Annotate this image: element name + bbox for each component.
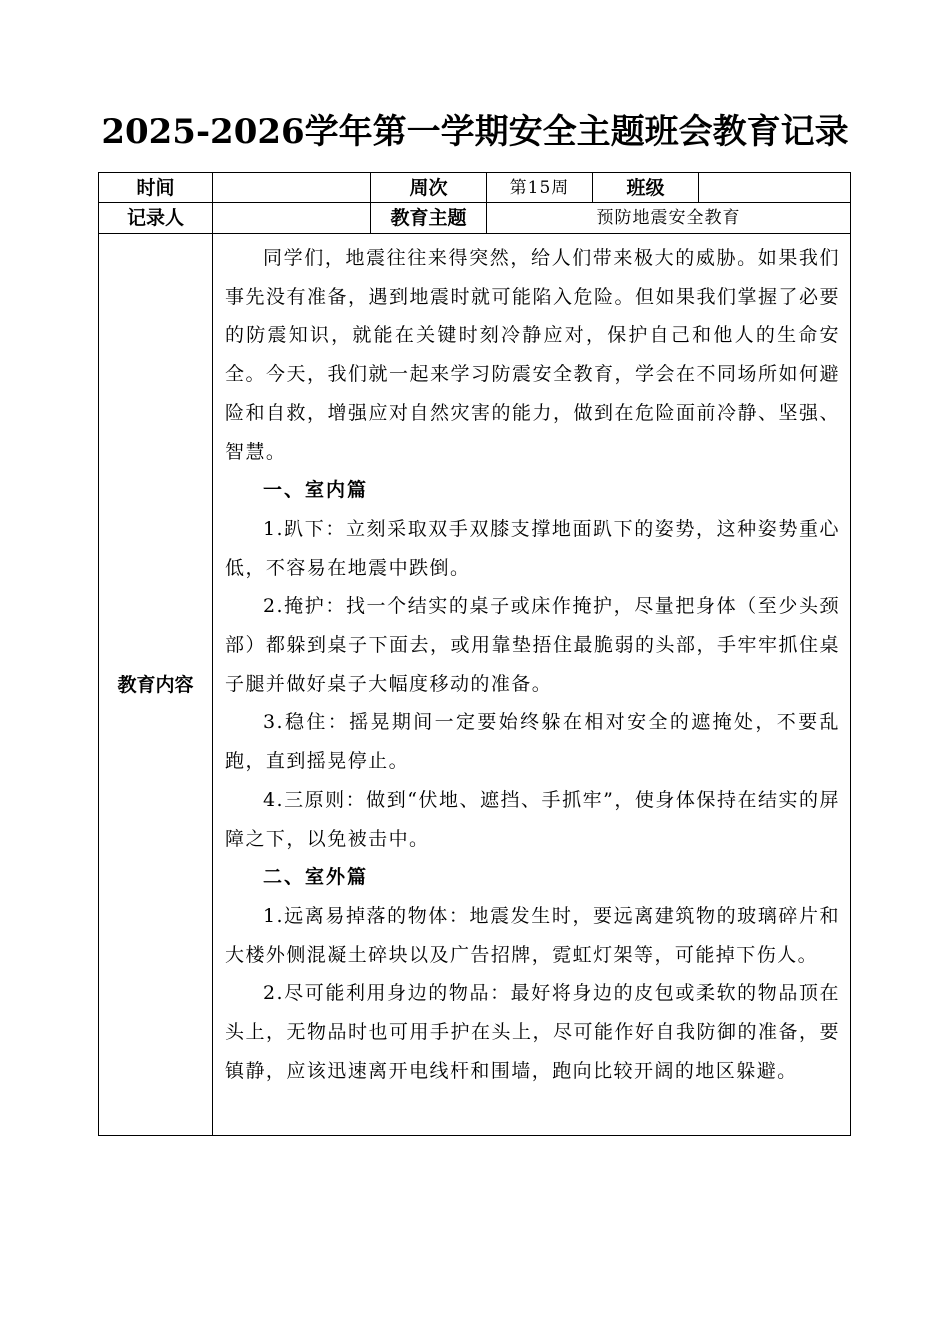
indoor-item: 2.掩护：找一个结实的桌子或床作掩护，尽量把身体（至少头颈部）都躲到桌子下面去，或用靠垫捂住最脆弱的头部，手牢牢抓住桌子腿并做好桌子大幅度移动的准备。 (225, 595, 840, 695)
week-label: 周次 (371, 173, 487, 203)
table-row (99, 173, 851, 203)
class-value (699, 173, 851, 203)
intro-paragraph: 同学们，地震往往来得突然，给人们带来极大的威胁。如果我们事先没有准备，遇到地震时就可能陷入危险。但如果我们掌握了必要的防震知识，就能在关键时刻冷静应对，保护自己和他人的生命安全。今天，我们就一起来学习防震安全教育，学会在不同场所如何避险和自救，增强应对自然灾害的能力，做到在危险面前冷静、坚强、智慧。 (225, 247, 840, 463)
topic-value: 预防地震安全教育 (487, 203, 851, 234)
record-table (98, 172, 851, 1136)
week-value: 第15周 (487, 173, 593, 203)
topic-label: 教育主题 (371, 203, 487, 234)
indoor-heading: 一、室内篇 (263, 479, 369, 502)
indoor-item: 3.稳住：摇晃期间一定要始终躲在相对安全的遮掩处，不要乱跑，直到摇晃停止。 (225, 711, 840, 773)
table-row (99, 234, 851, 1136)
time-label: 时间 (99, 173, 213, 203)
recorder-value (213, 203, 371, 234)
table-row (99, 203, 851, 234)
class-label: 班级 (593, 173, 699, 203)
outdoor-item: 2.尽可能利用身边的物品：最好将身边的皮包或柔软的物品顶在头上，无物品时也可用手护在头上，尽可能作好自我防御的准备，要镇静，应该迅速离开电线杆和围墙，跑向比较开阔的地区躲避。 (225, 982, 840, 1082)
page-title: 2025-2026学年第一学期安全主题班会教育记录 (101, 112, 849, 152)
indoor-item: 4.三原则：做到“伏地、遮挡、手抓牢”，使身体保持在结实的屏障之下，以免被击中。 (225, 788, 840, 850)
outdoor-item: 1.远离易掉落的物体：地震发生时，要远离建筑物的玻璃碎片和大楼外侧混凝土碎块以及广告招牌，霓虹灯架等，可能掉下伤人。 (225, 904, 840, 966)
recorder-label: 记录人 (99, 203, 213, 234)
time-value (213, 173, 371, 203)
indoor-item: 1.趴下：立刻采取双手双膝支撑地面趴下的姿势，这种姿势重心低，不容易在地震中跌倒。 (225, 517, 840, 579)
content-label: 教育内容 (99, 234, 213, 1136)
outdoor-heading: 二、室外篇 (263, 866, 369, 889)
content-cell (213, 234, 851, 1136)
